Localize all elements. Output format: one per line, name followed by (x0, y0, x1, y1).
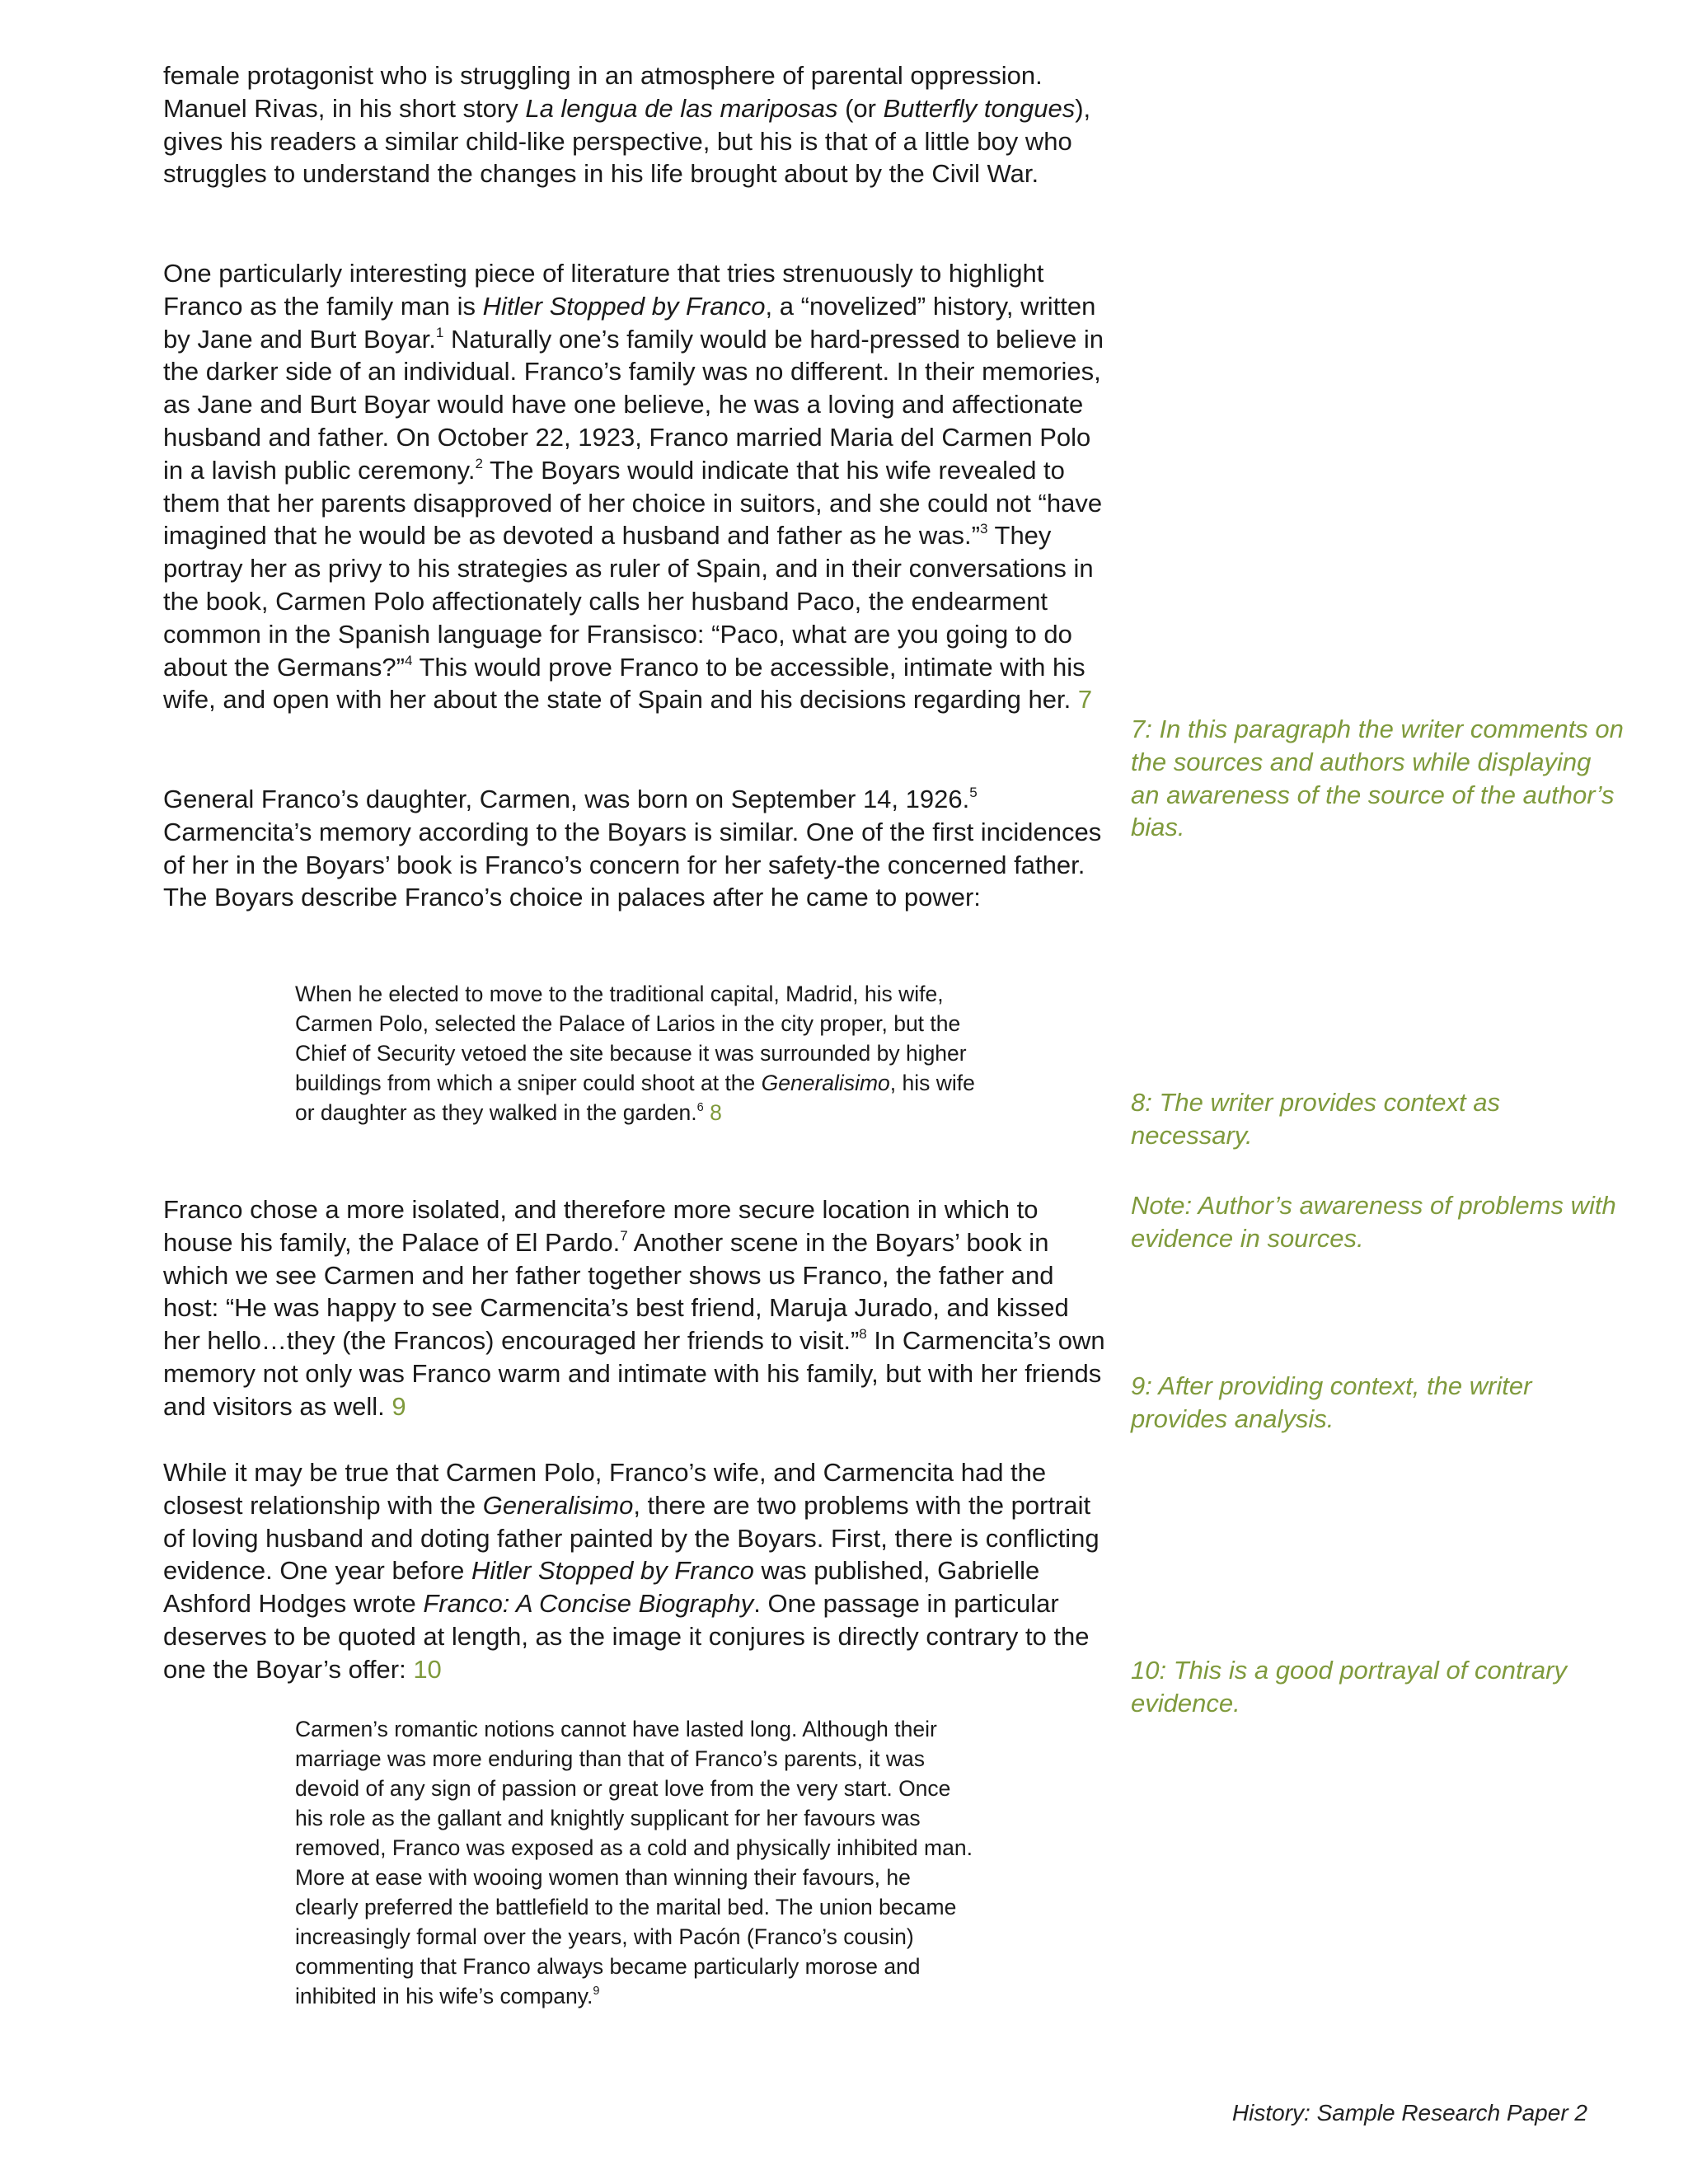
text: They portray her as privy to his strategies as ruler of Spain, and in their conversations in the book, Carmen Polo affectionately calls her husband Paco, the endearment common in the Spanish language for Fransisco: “Paco, what are you going to do about the Germans?” (163, 521, 1094, 682)
text: Naturally one’s family would be hard-pressed to believe in the darker side of an individual. Franco’s family was no different. In their memories, as Jane and Burt Boyar would have one believe, he was a loving and affectionate husband and father. On October 22, 1923, Franco married Maria del Carmen Polo in a lavish public ceremony. (163, 324, 1104, 485)
footnote-ref[interactable]: 9 (593, 1985, 600, 1999)
footnote-ref[interactable]: 5 (969, 785, 978, 801)
margin-note-7: 7: In this paragraph the writer comments on the sources and authors while displaying an awareness of the source of the author’s bias. (1131, 715, 1624, 842)
body-paragraph-4 (163, 1193, 1111, 1423)
emphasis: Generalisimo (761, 1071, 890, 1095)
margin-note-10: 10: This is a good portrayal of contrary evidence. (1131, 1656, 1567, 1718)
text: . One passage in particular deserves to be quoted at length, as the image it conjures is directly contrary to the one the Boyar’s offer: (163, 1589, 1090, 1684)
body-paragraph-5 (163, 1456, 1111, 1686)
annotation-marker: 9 (392, 1391, 406, 1421)
text: General Franco’s daughter, Carmen, was born on September 14, 1926. (163, 785, 970, 813)
text: , there are two problems with the portrait of loving husband and doting father painted by the Boyars. First, there is conflicting evidence. One year before (163, 1490, 1100, 1586)
text: Another scene in the Boyars’ book in which we see Carmen and her father together shows us Franco, the father and host: “He was happy to see Carmencita’s best friend, Maruja Jurado, and kissed her hello…they (the Francos) encouraged her friends to visit.” (163, 1227, 1069, 1356)
text: was published, Gabrielle Ashford Hodges wrote (163, 1556, 1040, 1619)
block-quote-1 (295, 979, 979, 1127)
book-title: Hitler Stopped by Franco (471, 1556, 754, 1586)
text: (or (837, 93, 884, 123)
page-footer: History: Sample Research Paper 2 (1231, 2100, 1587, 2125)
book-title: La lengua de las mariposas (525, 93, 838, 123)
text: ), gives his readers a similar child-like perspective, but his is that of a little boy who struggles to understand the changes in his life brought about by the Civil War. (163, 93, 1091, 189)
text: In Carmencita’s own memory not only was Franco warm and intimate with his family, but with her friends and visitors as well. (163, 1326, 1105, 1421)
annotation-marker: 10 (413, 1654, 442, 1684)
text: female protagonist who is struggling in an atmosphere of parental oppression. Manuel Rivas, in his short story (163, 61, 1043, 123)
block-quote-2 (295, 1714, 979, 2011)
text: Carmencita’s memory according to the Boyars is similar. One of the first incidences of her in the Boyars’ book is Franco’s concern for her safety-the concerned father. The Boyars describe Franco’s choice in palaces after he came to power: (163, 817, 1102, 912)
text: Franco chose a more isolated, and therefore more secure location in which to house his family, the Palace of El Pardo. (163, 1195, 1039, 1257)
footnote-ref[interactable]: 4 (404, 652, 413, 668)
text: The Boyars would indicate that his wife revealed to them that her parents disapproved of her choice in suitors, and she could not “have imagined that he would be as devoted a husband and father as he was.” (163, 455, 1103, 551)
margin-note-evidence: Note: Author’s awareness of problems with evidence in sources. (1131, 1191, 1616, 1253)
text: , a “novelized” history, written by Jane and Burt Boyar. (163, 291, 1096, 354)
margin-note-8: 8: The writer provides context as necessary. (1131, 1088, 1500, 1150)
footnote-ref[interactable]: 1 (435, 324, 444, 340)
book-title: Franco: A Concise Biography (423, 1589, 754, 1619)
book-title: Hitler Stopped by Franco (482, 291, 766, 321)
annotation-marker: 7 (1077, 685, 1093, 715)
text: While it may be true that Carmen Polo, Franco’s wife, and Carmencita had the closest relationship with the (163, 1458, 1047, 1520)
text: , his wife or daughter as they walked in the garden. (295, 1071, 975, 1125)
body-paragraph-3 (163, 783, 1111, 914)
footnote-ref[interactable]: 7 (620, 1228, 628, 1244)
text: When he elected to move to the traditional capital, Madrid, his wife, Carmen Polo, selected the Palace of Larios in the city proper, but the Chief of Security vetoed the site because it was surrounded by higher buildings from which a sniper could shoot at the (295, 982, 967, 1095)
text: One particularly interesting piece of literature that tries strenuously to highlight Franco as the family man is (163, 259, 1044, 321)
book-title: Butterfly tongues (883, 93, 1076, 123)
text: This would prove Franco to be accessible, intimate with his wife, and open with her about the state of Spain and his decisions regarding her. (163, 652, 1085, 715)
footnote-ref[interactable]: 2 (475, 456, 483, 471)
body-paragraph-2 (163, 257, 1111, 716)
footnote-ref[interactable]: 3 (979, 521, 988, 537)
margin-note-9: 9: After providing context, the writer provides analysis. (1131, 1371, 1532, 1433)
footnote-ref[interactable]: 6 (696, 1101, 704, 1115)
emphasis: Generalisimo (482, 1490, 634, 1520)
text: Carmen’s romantic notions cannot have lasted long. Although their marriage was more enduring than that of Franco’s parents, it was devoid of any sign of passion or great love from the very start. Once his role as the gallant and knightly supplicant for her favours was removed, Franco was exposed as a cold and physically inhibited man. More at ease with wooing women than winning their favours, he clearly preferred the battlefield to the marital bed. The union became increasingly formal over the years, with Pacón (Franco’s cousin) commenting that Franco always became particularly morose and inhibited in his wife’s company. (295, 1717, 973, 2008)
footnote-ref[interactable]: 8 (859, 1326, 867, 1343)
body-paragraph-1 (163, 59, 1111, 190)
annotation-marker: 8 (710, 1100, 722, 1125)
